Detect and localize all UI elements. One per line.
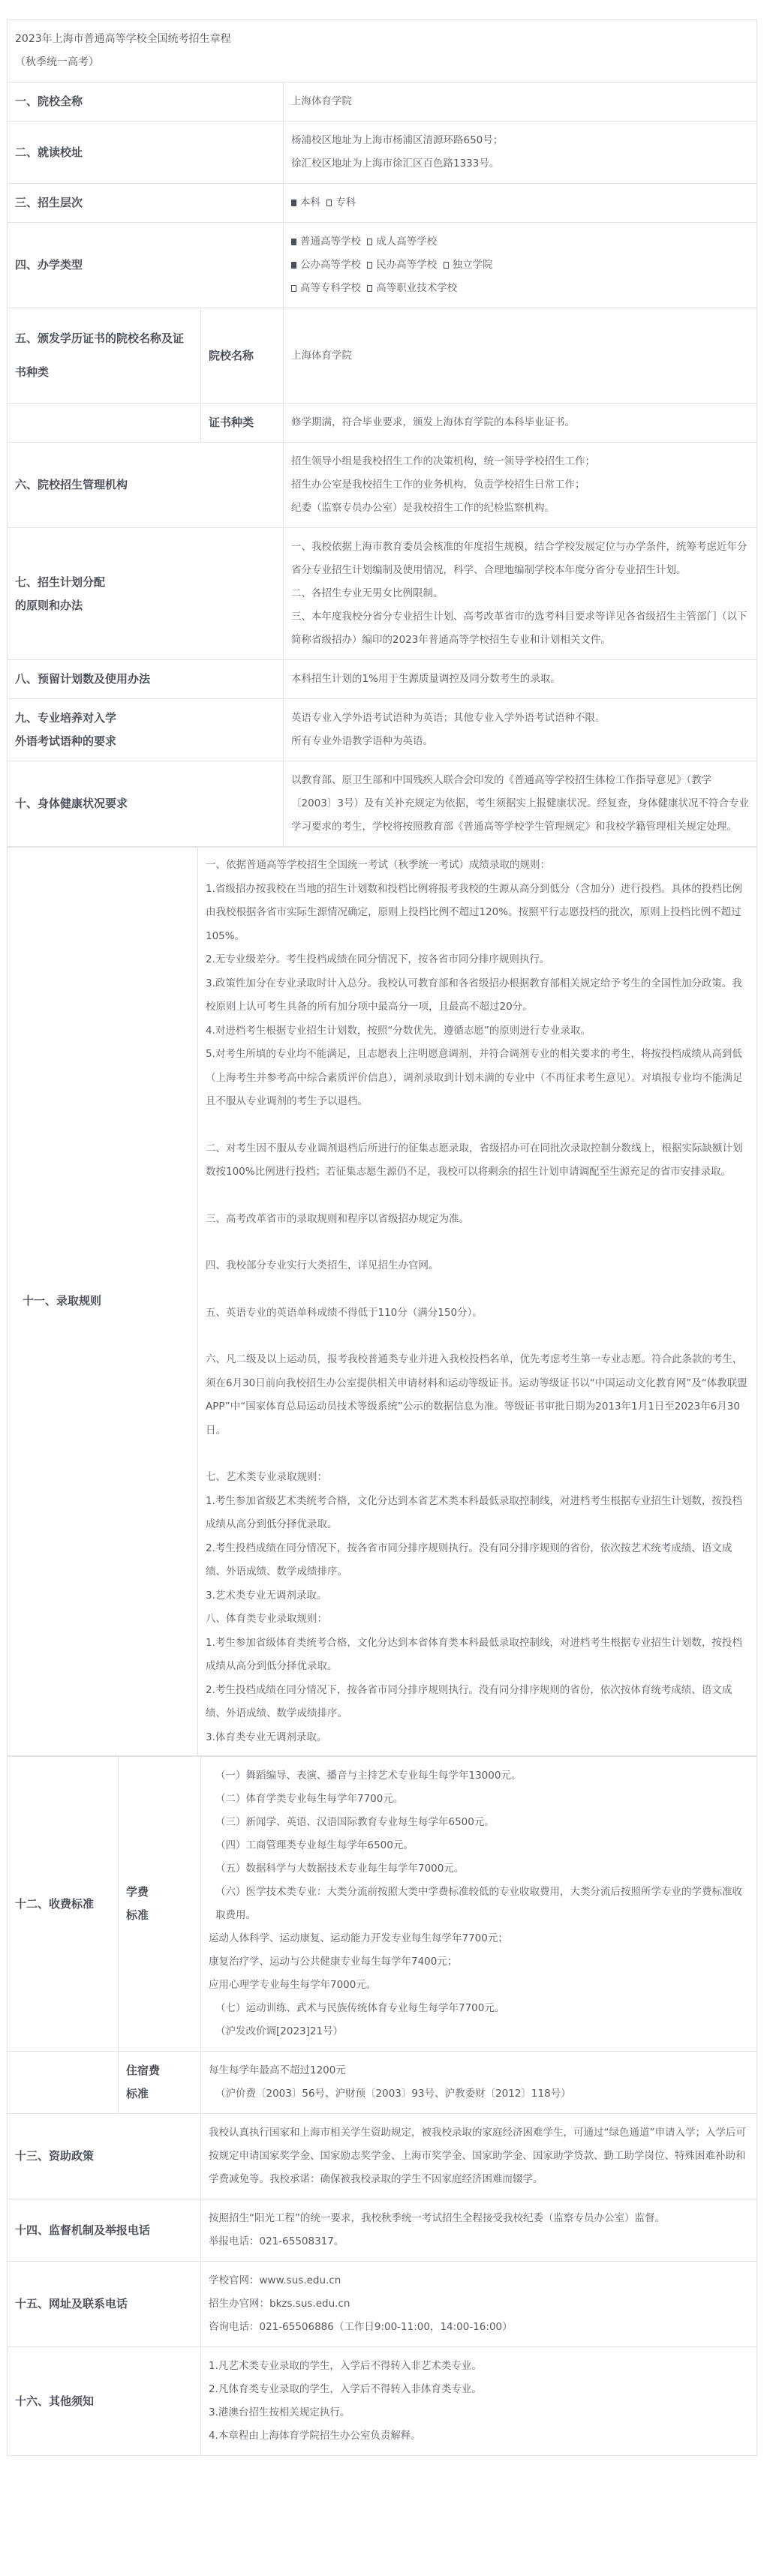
row-school-type	[8, 223, 757, 308]
rule-paragraph: 1.考生参加省级体育类统考合格，文化分达到本省体育类本科最低录取控制线，对进档考生根据专业招生计划数，按投档成绩从高分到低分择优录取。	[206, 1636, 742, 1672]
option-label: 高等专科学校	[300, 282, 361, 294]
label-line: 九、专业培养对入学	[15, 711, 117, 725]
rule-paragraph: 5.对考生所填的专业均不能满足，且志愿表上注明愿意调剂，并符合调剂专业的相关要求的考生，将按投档成绩从高到低（上海考生并参考高中综合素质评价信息），调剂录取到计划未满的专业中（不再征求考生意见）。对填报专业均不能满足且不服从专业调剂的考生予以退档。	[206, 1048, 743, 1107]
row-lodging	[8, 2052, 757, 2114]
section-label	[8, 528, 284, 660]
rule-paragraph: 二、对考生因不服从专业调剂退档后所进行的征集志愿录取，省级招办可在同批次录取控制分数线上，根据实际缺额计划数按100%比例进行投档；若征集志愿生源仍不足，我校可以将剩余的招生计划申请调配至生源充足的省市安排录取。	[206, 1142, 743, 1178]
content-line: 1.凡艺术类专业录取的学生，入学后不得转入非艺术类专业。	[209, 2360, 482, 2372]
row-plan-allocation	[8, 528, 757, 660]
blank-line	[206, 1443, 749, 1466]
option	[367, 282, 457, 294]
content-line: 4.本章程由上海体育学院招生办公室负责解释。	[209, 2430, 421, 2442]
sub-label-lodging	[119, 2052, 201, 2114]
unchecked-box-icon	[291, 285, 296, 292]
option	[444, 259, 493, 271]
admission-rules-table	[7, 847, 757, 1756]
rule-paragraph: 3.政策性加分在专业录取时计入总分。我校认可教育部和各省级招办根据教育部相关规定给予考生的全国性加分政策。我校原则上认可考生具备的所有加分项中最高分一项，且最高不超过20分。	[206, 977, 742, 1013]
section-label: 八、预留计划数及使用办法	[8, 660, 284, 699]
tuition-content	[201, 1757, 757, 2052]
section-content	[201, 2347, 757, 2456]
section-content	[201, 2114, 757, 2199]
sub-label-tuition	[119, 1757, 201, 2052]
checked-box-icon	[291, 239, 296, 245]
section-label: 十六、其他须知	[8, 2347, 201, 2456]
section-label: 三、招生层次	[8, 184, 284, 223]
option	[291, 236, 361, 248]
row-admission-rules	[8, 848, 757, 1756]
row-other-notes	[8, 2347, 757, 2456]
content-line: 所有专业外语教学语种为英语。	[291, 735, 433, 747]
bottom-spacer	[7, 2456, 756, 2576]
section-content	[284, 660, 757, 699]
fee-line: （沪价费〔2003〕56号、沪财预〔2003〕93号、沪教委财〔2012〕118号）	[215, 2088, 571, 2100]
section-label: 六、院校招生管理机构	[8, 443, 284, 528]
option-label: 公办高等学校	[300, 259, 361, 271]
unchecked-box-icon	[367, 262, 372, 269]
lodging-content	[201, 2052, 757, 2114]
fee-line: 应用心理学专业每生每学年7000元。	[209, 1979, 377, 1991]
certificate-type: 修学期满，符合毕业要求，颁发上海体育学院的本科毕业证书。	[284, 404, 757, 443]
option	[367, 236, 437, 248]
content-line: 一、我校依据上海市教育委员会核准的年度招生规模，结合学校发展定位与办学条件，统筹考虑近年分省分专业招生计划编制及使用情况，科学、合理地编制学校本年度分省分专业招生计划。	[291, 541, 747, 576]
sub-label-cert-type: 证书种类	[201, 404, 284, 443]
unchecked-box-icon	[367, 239, 372, 245]
section-label: 十二、收费标准	[8, 1757, 119, 2052]
rule-paragraph: 七、艺术类专业录取规则：	[206, 1471, 327, 1483]
blank-line	[206, 1184, 749, 1208]
rule-paragraph: 2.无专业级差分。考生投档成绩在同分情况下，按各省市同分排序规则执行。	[206, 953, 550, 965]
unchecked-box-icon	[367, 285, 372, 292]
option-row	[291, 230, 749, 254]
blank-line	[206, 1114, 749, 1137]
section-content	[284, 184, 757, 223]
section-label: 十五、网址及联系电话	[8, 2262, 201, 2347]
section-label: 十、身体健康状况要求	[8, 761, 284, 847]
fee-line: （二）体育学类专业每生每学年7700元。	[215, 1793, 404, 1805]
admissions-site-label: 招生办官网：	[209, 2298, 269, 2310]
row-language-requirement	[8, 699, 757, 761]
charter-table-top	[7, 20, 757, 847]
row-campus-address	[8, 122, 757, 184]
phone-line	[209, 2316, 749, 2339]
option	[367, 259, 437, 271]
fee-line: （七）运动训练、武术与民族传统体育专业每生每学年7700元。	[215, 2002, 505, 2014]
label-line: 标准	[126, 2087, 149, 2100]
rule-paragraph: 八、体育类专业录取规则：	[206, 1613, 327, 1625]
admission-rules-content	[198, 848, 757, 1756]
title-line-2: （秋季统一高考）	[15, 56, 99, 68]
fee-line: （沪发改价调[2023]21号）	[215, 2025, 344, 2037]
option-row	[291, 277, 749, 300]
section-label: 十三、资助政策	[8, 2114, 201, 2199]
empty-cell	[8, 404, 201, 443]
content-line: 本科招生计划的1%用于生源质量调控及同分数考生的录取。	[291, 673, 561, 685]
row-certificate	[8, 308, 757, 404]
row-contact	[8, 2262, 757, 2347]
fee-line: （三）新闻学、英语、汉语国际教育专业每生每学年6500元。	[215, 1816, 495, 1828]
option-undergraduate	[291, 197, 320, 209]
content-line: 我校认真执行国家和上海市相关学生资助规定，被我校录取的家庭经济困难学生，可通过“绿色通道”申请入学；入学后可按规定申请国家奖学金、国家励志奖学金、上海市奖学金、国家助学金、国家助学贷款、勤工助学岗位、特殊困难补助和学费减免等。我校承诺：确保被我校录取的学生不因家庭经济困难而辍学。	[209, 2127, 746, 2185]
section-label: 十一、录取规则	[8, 848, 198, 1756]
empty-cell	[8, 2052, 119, 2114]
content-line: 杨浦校区地址为上海市杨浦区清源环路650号；	[291, 134, 504, 146]
rule-paragraph: 1.省级招办按我校在当地的招生计划数和投档比例将报考我校的生源从高分到低分（含加分）进行投档。具体的投档比例由我校根据各省市实际生源情况确定，原则上投档比例不超过120%。按照平行志愿投档的批次，原则上投档比例不超过105%。	[206, 882, 742, 942]
content-line: 3.港澳台招生按相关规定执行。	[209, 2406, 350, 2418]
option-label: 高等职业技术学校	[376, 282, 458, 294]
charter-table-bottom	[7, 1756, 757, 2456]
admissions-site-line	[209, 2292, 749, 2316]
section-label: 二、就读校址	[8, 122, 284, 184]
option-row	[291, 254, 749, 277]
content-line: 以教育部、原卫生部和中国残疾人联合会印发的《普通高等学校招生体检工作指导意见》（教学〔2003〕3号）及有关补充规定为依据，考生须据实上报健康状况。经复查，身体健康状况不符合专业学习要求的考生，学校将按照教育部《普通高等学校学生管理规定》和我校学籍管理相关规定处理。	[291, 774, 749, 833]
row-certificate-type	[8, 404, 757, 443]
section-content	[284, 699, 757, 761]
admissions-website-link[interactable]: bkzs.sus.edu.cn	[269, 2298, 350, 2310]
title-row	[8, 20, 757, 83]
school-website-link[interactable]: www.sus.edu.cn	[259, 2274, 341, 2286]
rule-paragraph: 3.艺术类专业无调剂录取。	[206, 1589, 327, 1602]
section-label: 五、颁发学历证书的院校名称及证书种类	[8, 308, 201, 404]
label-line: 住宿费	[126, 2064, 161, 2077]
content-line: 二、各招生专业无男女比例限制。	[291, 587, 444, 599]
option	[291, 259, 361, 271]
section-content	[284, 223, 757, 308]
content-line: 按照招生“阳光工程”的统一要求，我校秋季统一考试招生全程接受我校纪委（监察专员办公室）监督。	[209, 2212, 665, 2224]
content-line: 徐汇校区地址为上海市徐汇区百色路1333号。	[291, 158, 500, 170]
unchecked-box-icon	[444, 262, 449, 269]
rule-paragraph: 2.考生投档成绩在同分情况下，按各省市同分排序规则执行。没有同分排序规则的省份，依次按体育统考成绩、语文成绩、外语成绩、数学成绩排序。	[206, 1683, 732, 1719]
fee-line: 每生每学年最高不超过1200元	[209, 2064, 346, 2076]
rule-paragraph: 4.对进档考生根据专业招生计划数，按照“分数优先，遵循志愿”的原则进行专业录取。	[206, 1024, 591, 1037]
rule-paragraph: 三、高考改革省市的录取规则和程序以省级招办规定为准。	[206, 1212, 469, 1225]
rule-paragraph: 四、我校部分专业实行大类招生，详见招生办官网。	[206, 1259, 439, 1271]
label-line: 标准	[126, 1908, 149, 1922]
blank-line	[206, 1231, 749, 1254]
blank-line	[206, 1325, 749, 1348]
fee-line: （五）数据科学与大数据技术专业每生每学年7000元。	[215, 1863, 465, 1875]
fee-line: （六）医学技术类专业：大类分流前按照大类中学费标准较低的专业收取费用，大类分流后按照所学专业的学费标准收取费用。	[215, 1886, 742, 1921]
label-line: 外语考试语种的要求	[15, 734, 117, 748]
option-label: 专科	[335, 197, 356, 209]
consult-phone: 021-65506886（工作日9:00-11:00，14:00-16:00）	[259, 2321, 513, 2333]
website-label: 学校官网：	[209, 2274, 260, 2286]
row-enrollment-level	[8, 184, 757, 223]
certificate-school-name: 上海体育学院	[284, 308, 757, 404]
sub-label-school-name: 院校名称	[201, 308, 284, 404]
section-label: 十四、监督机制及举报电话	[8, 2199, 201, 2262]
label-line: 的原则和办法	[15, 598, 83, 612]
content-line: 招生领导小组是我校招生工作的决策机构，统一领导学校招生工作；	[291, 455, 595, 467]
option-junior-college	[326, 197, 356, 209]
row-tuition	[8, 1757, 757, 2052]
section-label: 一、院校全称	[8, 83, 284, 122]
section-label	[8, 699, 284, 761]
option-label: 成人高等学校	[376, 236, 438, 248]
row-financial-aid	[8, 2114, 757, 2199]
section-label: 四、办学类型	[8, 223, 284, 308]
fee-line: 运动人体科学、运动康复、运动能力开发专业每生每学年7700元；	[209, 1932, 508, 1944]
fee-line: （四）工商管理类专业每生每学年6500元。	[215, 1839, 414, 1851]
fee-line: （一）舞蹈编导、表演、播音与主持艺术专业每生每学年13000元。	[215, 1770, 522, 1782]
option-label: 普通高等学校	[300, 236, 361, 248]
section-content	[284, 528, 757, 660]
content-line: 2.凡体育类专业录取的学生，入学后不得转入非体育类专业。	[209, 2383, 482, 2395]
report-phone: 举报电话：021-65508317。	[209, 2235, 344, 2247]
section-content	[284, 443, 757, 528]
row-health-requirement	[8, 761, 757, 847]
checked-box-icon	[291, 262, 296, 269]
section-content	[284, 122, 757, 184]
label-line: 学费	[126, 1885, 149, 1899]
section-content	[284, 761, 757, 847]
blank-line	[206, 1278, 749, 1302]
checked-box-icon	[291, 200, 296, 206]
label-line: 七、招生计划分配	[15, 575, 106, 589]
rule-paragraph: 一、依据普通高等学校招生全国统一考试（秋季统一考试）成绩录取的规则：	[206, 859, 550, 871]
content-line: 三、本年度我校分省分专业招生计划、高考改革省市的选考科目要求等详见各省级招生主管部门（以下简称省级招办）编印的2023年普通高等学校招生专业和计划相关文件。	[291, 611, 747, 646]
rule-paragraph: 六、凡二级及以上运动员，报考我校普通类专业并进入我校投档名单，优先考虑考生第一专业志愿。符合此条款的考生，须在6月30日前向我校招生办公室提供相关申请材料和运动等级证书。运动等级证书以“中国运动文化教育网”及“体教联盟APP”中“国家体育总局运动员技术等级系统”公示的数据信息为准。等级证书审批日期为2013年1月1日至2023年6月30日。	[206, 1353, 747, 1437]
row-supervision	[8, 2199, 757, 2262]
fee-line: 康复治疗学、运动与公共健康专业每生每学年7400元；	[209, 1956, 458, 1968]
title-line-1: 2023年上海市普通高等学校全国统考招生章程	[15, 33, 231, 45]
phone-label: 咨询电话：	[209, 2321, 260, 2333]
content-line: 招生办公室是我校招生工作的业务机构，负责学校招生日常工作；	[291, 479, 585, 491]
row-reserved-plan	[8, 660, 757, 699]
rule-paragraph: 3.体育类专业无调剂录取。	[206, 1731, 327, 1743]
option-label: 独立学院	[452, 259, 493, 271]
option-label: 本科	[300, 197, 320, 209]
document-title	[8, 20, 757, 83]
section-content	[284, 83, 757, 122]
rule-paragraph: 五、英语专业的英语单科成绩不得低于110分（满分150分）。	[206, 1306, 483, 1319]
website-line	[209, 2269, 749, 2292]
unchecked-box-icon	[326, 200, 332, 206]
option-label: 民办高等学校	[376, 259, 438, 271]
row-admissions-office	[8, 443, 757, 528]
option	[291, 282, 361, 294]
section-content	[201, 2199, 757, 2262]
rule-paragraph: 1.考生参加省级艺术类统考合格，文化分达到本省艺术类本科最低录取控制线，对进档考生根据专业招生计划数，按投档成绩从高分到低分择优录取。	[206, 1494, 742, 1530]
content-line: 英语专业入学外语考试语种为英语；其他专业入学外语考试语种不限。	[291, 712, 606, 724]
content-line: 上海体育学院	[291, 95, 352, 107]
content-line: 纪委（监察专员办公室）是我校招生工作的纪检监察机构。	[291, 502, 555, 514]
section-content	[201, 2262, 757, 2347]
rule-paragraph: 2.考生投档成绩在同分情况下，按各省市同分排序规则执行。没有同分排序规则的省份，依次按艺术统考成绩、语文成绩、外语成绩、数学成绩排序。	[206, 1542, 732, 1578]
row-school-name	[8, 83, 757, 122]
